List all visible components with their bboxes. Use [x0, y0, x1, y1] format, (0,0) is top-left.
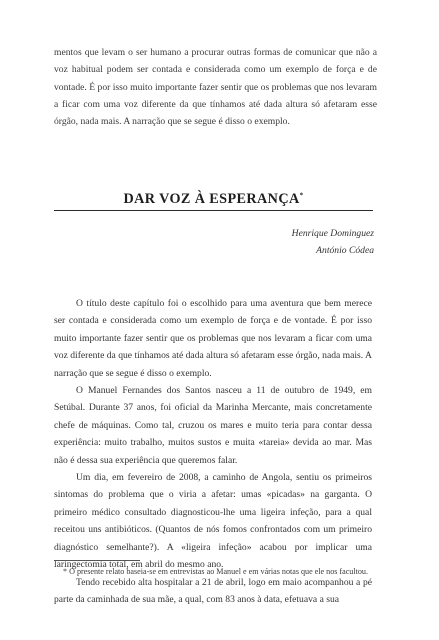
chapter-title-text: DAR VOZ À ESPERANÇA [123, 191, 300, 207]
intro-paragraph: mentos que levam o ser humano a procurar outras formas de comunicar que não a voz habitual podem ser contada e considerada como um exemplo de força e de vontade. É por isso muito importante fazer sentir que os problemas que nos levaram a ficar com uma voz diferente da que tínhamos até dada altura só afetaram esse órgão, nada mais. A narração que se segue é disso o exemplo. [54, 47, 377, 128]
body-paragraph: O título deste capítulo foi o escolhido para uma aventura que bem merece ser contada e considerada como um exemplo de força e de vontade. É por isso muito importante fazer sentir que os problemas que nos levaram a ficar com uma voz diferente da que tínhamos até dada altura só afetaram esse órgão, nada mais. A narração que se segue é disso o exemplo. [54, 298, 372, 379]
authors-block [292, 225, 374, 259]
author-name: António Códea [316, 245, 374, 256]
title-underline [54, 210, 373, 211]
footnote-separator [54, 560, 140, 561]
body-paragraph: Tendo recebido alta hospitalar a 21 de abril, logo em maio acompanhou a pé parte da caminhada de sua mãe, a qual, com 83 anos à data, efetuava a sua [54, 576, 372, 605]
body-paragraph: Um dia, em fevereiro de 2008, a caminho de Angola, sentiu os primeiros sintomas do problema que o viria a afetar: umas «picadas» na garganta. O primeiro médico consultado diagnosticou-lhe uma ligeira infeção, para a qual receitou uns antibióticos. (Quantos de nós fomos confrontados com um primeiro diagnóstico semelhante?). A «ligeira infeção» acabou por implicar uma laringectomia total, em abril do mesmo ano. [54, 472, 372, 571]
footnote-marker: * [299, 191, 304, 200]
chapter-title [54, 189, 373, 209]
chapter-body [54, 295, 372, 608]
chapter-title-block [54, 189, 373, 211]
intro-text-block [54, 44, 377, 130]
author-name: Henrique Dominguez [291, 228, 374, 239]
footnote: * O presente relato baseia-se em entrevistas ao Manuel e em várias notas que ele nos facultou. [63, 567, 368, 576]
body-paragraph: O Manuel Fernandes dos Santos nasceu a 11 de outubro de 1949, em Setúbal. Durante 37 anos, foi oficial da Marinha Mercante, mais concretamente chefe de máquinas. Como tal, cruzou os mares e muito teria para contar dessa experiência: muito trabalho, muitos sustos e muita «tareia» devida ao mar. Mas não é dessa sua experiência que queremos falar. [54, 385, 372, 466]
